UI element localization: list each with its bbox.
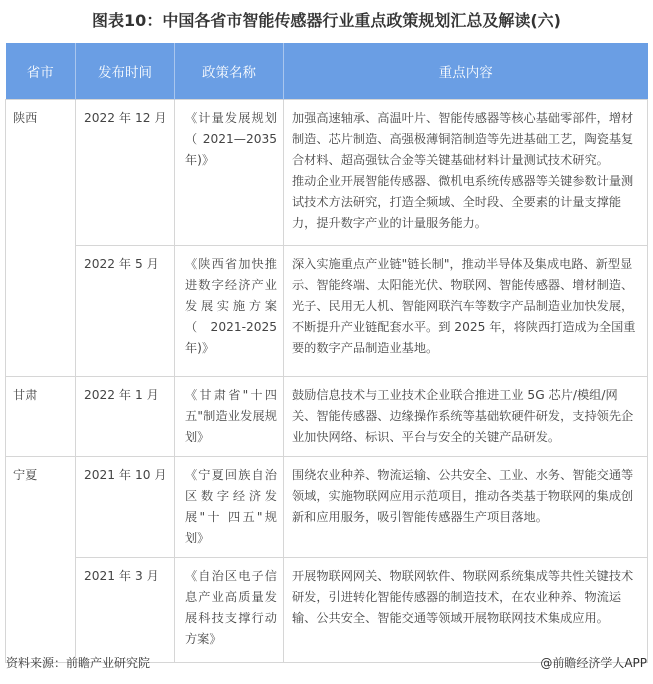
content-cell: 开展物联网网关、物联网软件、物联网系统集成等共性关键技术研发，引进转化智能传感器的制造技术，在农业种养、物流运输、公共安全、智能交通等领域开展物联网技术集成应用。 <box>284 558 648 663</box>
policy-cell: 《宁夏回族自治区数字经济发展"十 四五"规划》 <box>175 457 284 558</box>
province-cell: 甘肃 <box>6 377 76 457</box>
credit-note: @前瞻经济学人APP <box>540 656 647 670</box>
table-row <box>6 558 648 663</box>
policy-cell: 《计量发展规划（2021—2035年)》 <box>175 100 284 246</box>
date-cell: 2022 年 1 月 <box>76 377 175 457</box>
date-cell: 2022 年 5 月 <box>76 246 175 377</box>
table-row <box>6 100 648 246</box>
content-paragraph: 推动企业开展智能传感器、微机电系统传感器等关键参数计量测试技术方法研究，打造全频域、全时段、全要素的计量支撑能力，提升数字产业的计量服务能力。 <box>292 174 634 230</box>
province-cell: 陕西 <box>6 100 76 377</box>
chart-title: 图表10：中国各省市智能传感器行业重点政策规划汇总及解读(六) <box>92 11 561 30</box>
source-note: 资料来源：前瞻产业研究院 <box>6 656 151 670</box>
table-row <box>6 457 648 558</box>
policy-cell: 《甘肃省"十四五"制造业发展规划》 <box>175 377 284 457</box>
content-cell: 鼓励信息技术与工业技术企业联合推进工业 5G 芯片/模组/网关、智能传感器、边缘操作系统等基础软硬件研发，支持领先企业加快网络、标识、平台与安全的关键产品研发。 <box>284 377 648 457</box>
policy-cell: 《陕西省加快推进数字经济产业发展实施方案（2021-2025年)》 <box>175 246 284 377</box>
content-cell: 深入实施重点产业链"链长制"，推动半导体及集成电路、新型显示、智能终端、太阳能光伏、物联网、智能传感器、增材制造、光子、民用无人机、智能网联汽车等数字产品制造业加快发展，不断提升产业链配套水平。到 2025 年，将陕西打造成为全国重要的数字产品制造业基地。 <box>284 246 648 377</box>
policy-cell: 《自治区电子信息产业高质量发展科技支撑行动方案》 <box>175 558 284 663</box>
table-header-row <box>6 43 648 100</box>
table-row <box>6 377 648 457</box>
content-cell <box>284 100 648 246</box>
header-policy: 政策名称 <box>175 43 284 100</box>
date-cell: 2022 年 12 月 <box>76 100 175 246</box>
date-cell: 2021 年 3 月 <box>76 558 175 663</box>
province-cell: 宁夏 <box>6 457 76 663</box>
date-cell: 2021 年 10 月 <box>76 457 175 558</box>
header-content: 重点内容 <box>284 43 648 100</box>
header-province: 省市 <box>6 43 76 100</box>
content-paragraph: 加强高速轴承、高温叶片、智能传感器等核心基础零部件，增材制造、芯片制造、高强极薄铜箔制造等先进基础工艺，陶瓷基复合材料、超高强钛合金等关键基础材料计量测试技术研究。 <box>292 111 634 167</box>
table-row <box>6 246 648 377</box>
header-date: 发布时间 <box>76 43 175 100</box>
policy-table <box>5 43 648 663</box>
content-cell: 围绕农业种养、物流运输、公共安全、工业、水务、智能交通等领域，实施物联网应用示范项目，推动各类基于物联网的集成创新和应用服务，吸引智能传感器生产项目落地。 <box>284 457 648 558</box>
